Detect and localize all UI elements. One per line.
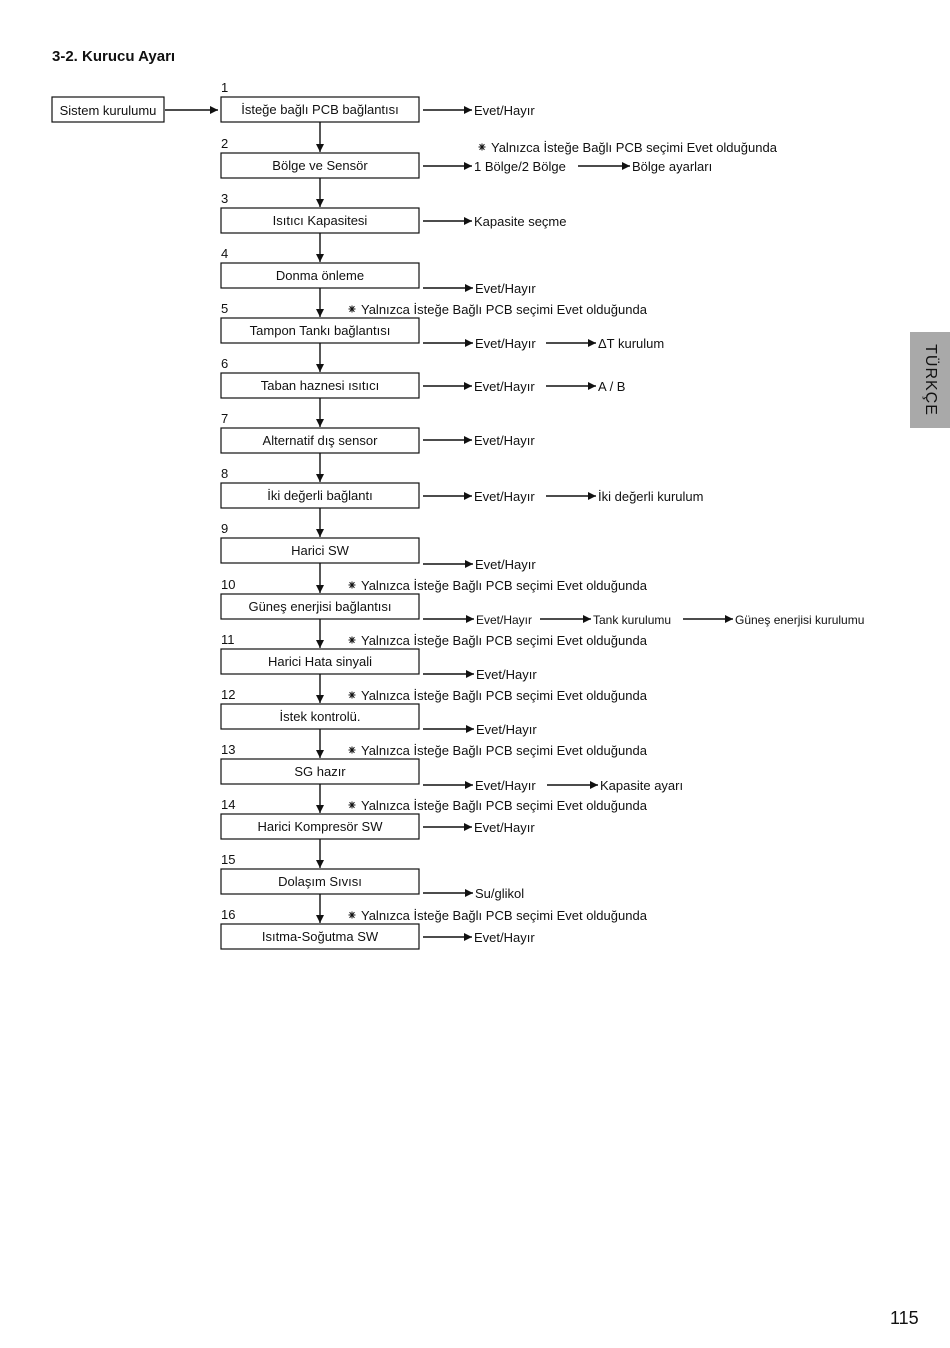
output-label: İki değerli kurulum: [598, 489, 704, 504]
output-label: Tank kurulumu: [593, 613, 672, 627]
output-label: Evet/Hayır: [474, 433, 535, 448]
output-label: Evet/Hayır: [474, 930, 535, 945]
step-label: Taban haznesi ısıtıcı: [260, 378, 380, 393]
output-label: Evet/Hayır: [474, 820, 535, 835]
step-label: Dolaşım Sıvısı: [278, 874, 362, 889]
output-label: ΔT kurulum: [598, 336, 665, 351]
condition-note: Yalnızca İsteğe Bağlı PCB seçimi Evet olduğunda: [361, 688, 647, 703]
page-title: 3-2. Kurucu Ayarı: [52, 48, 176, 65]
page-number: 115: [890, 1308, 919, 1328]
step-number: 16: [221, 907, 236, 922]
output-label: A / B: [598, 379, 626, 394]
condition-note: Yalnızca İsteğe Bağlı PCB seçimi Evet olduğunda: [491, 140, 777, 155]
step-label: Harici Hata sinyali: [267, 654, 373, 669]
step-number: 13: [221, 742, 236, 757]
condition-note: Yalnızca İsteğe Bağlı PCB seçimi Evet olduğunda: [361, 908, 647, 923]
output-label: Güneş enerjisi kurulumu: [735, 613, 865, 627]
output-label: 1 Bölge/2 Bölge: [474, 159, 566, 174]
step-number: 6: [221, 356, 229, 371]
step-label: Tampon Tankı bağlantısı: [249, 323, 391, 338]
step-number: 12: [221, 687, 236, 702]
output-label: Evet/Hayır: [476, 613, 533, 627]
step-number: 7: [221, 411, 229, 426]
step-label: Bölge ve Sensör: [272, 158, 368, 173]
step-number: 4: [221, 246, 229, 261]
step-number: 14: [221, 797, 236, 812]
step-label: Donma önleme: [275, 268, 365, 283]
step-label: Isıtıcı Kapasitesi: [272, 213, 368, 228]
output-label: Evet/Hayır: [475, 281, 536, 296]
output-label: Evet/Hayır: [476, 667, 537, 682]
step-number: 9: [221, 521, 229, 536]
condition-note: Yalnızca İsteğe Bağlı PCB seçimi Evet olduğunda: [361, 633, 647, 648]
step-number: 3: [221, 191, 229, 206]
output-label: Bölge ayarları: [632, 159, 713, 174]
condition-note: Yalnızca İsteğe Bağlı PCB seçimi Evet olduğunda: [361, 578, 647, 593]
step-number: 2: [221, 136, 229, 151]
step-label: Harici SW: [291, 543, 349, 558]
step-label: İstek kontrolü.: [279, 709, 361, 724]
step-number: 11: [221, 632, 235, 647]
step-number: 1: [221, 80, 229, 95]
step-label: Isıtma-Soğutma SW: [261, 929, 379, 944]
condition-note: Yalnızca İsteğe Bağlı PCB seçimi Evet olduğunda: [361, 798, 647, 813]
output-label: Evet/Hayır: [474, 489, 535, 504]
step-label: Harici Kompresör SW: [257, 819, 383, 834]
output-label: Evet/Hayır: [476, 722, 537, 737]
step-label: Alternatif dış sensor: [262, 433, 378, 448]
language-side-tab: [910, 332, 950, 428]
step-label: İsteğe bağlı PCB bağlantısı: [241, 102, 399, 117]
start-label: Sistem kurulumu: [59, 103, 157, 118]
step-number: 5: [221, 301, 229, 316]
output-label: Kapasite ayarı: [600, 778, 684, 793]
step-label: İki değerli bağlantı: [267, 488, 373, 503]
output-label: Su/glikol: [475, 886, 525, 901]
output-label: Evet/Hayır: [474, 379, 535, 394]
condition-note: Yalnızca İsteğe Bağlı PCB seçimi Evet olduğunda: [361, 743, 647, 758]
output-label: Kapasite seçme: [474, 214, 567, 229]
step-number: 15: [221, 852, 236, 867]
language-label: TÜRKÇE: [922, 344, 939, 416]
step-label: Güneş enerjisi bağlantısı: [248, 599, 392, 614]
output-label: Evet/Hayır: [475, 778, 536, 793]
step-label: SG hazır: [294, 764, 346, 779]
output-label: Evet/Hayır: [474, 103, 535, 118]
step-number: 10: [221, 577, 236, 592]
output-label: Evet/Hayır: [475, 336, 536, 351]
condition-note: Yalnızca İsteğe Bağlı PCB seçimi Evet olduğunda: [361, 302, 647, 317]
step-number: 8: [221, 466, 229, 481]
output-label: Evet/Hayır: [475, 557, 536, 572]
